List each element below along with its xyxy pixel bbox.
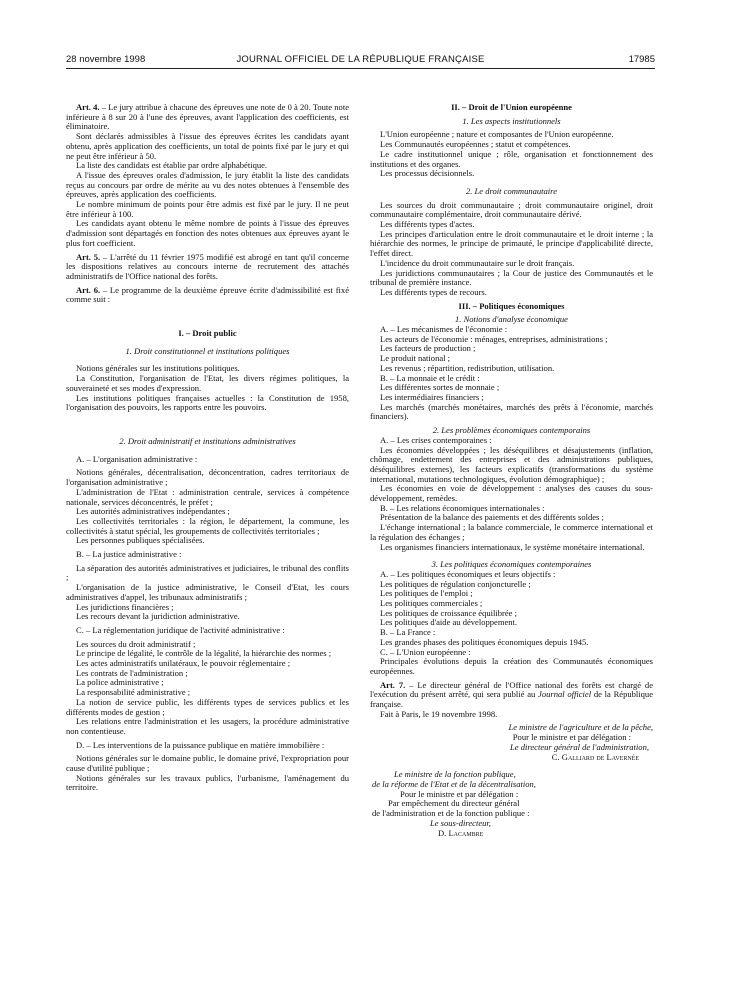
header-rule xyxy=(66,68,655,69)
s2-B3: Les juridictions financières ; xyxy=(76,601,174,612)
sig1-line1: Le ministre de l'agriculture et de la pêche, xyxy=(508,722,653,733)
art7-text-journal: Journal officiel xyxy=(538,689,592,700)
right-column xyxy=(370,103,653,838)
r1-line3: Le cadre institutionnel unique ; rôle, organisation et fonctionnement des institutions et des organes. xyxy=(370,148,653,169)
s2-C3: Les actes administratifs unilatéraux, le pouvoir réglementaire ; xyxy=(76,658,291,669)
r2-line2: Les différents types d'actes. xyxy=(380,219,475,230)
sig2-name: D. Lacambre xyxy=(438,827,484,838)
art4-label: Art. 4. xyxy=(76,102,100,112)
s2-C2: Le principe de légalité, le contrôle de la légalité, la hiérarchie des normes ; xyxy=(76,648,332,659)
s2-B1: La séparation des autorités administratives et judiciaires, le tribunal des conflits ; xyxy=(66,562,349,583)
art4-p6: Les candidats ayant obtenu le même nombre de points à l'issue des épreuves d'admission sont départagés en fonction des notes obtenues aux épreuves ayant le plus fort coefficient. xyxy=(66,218,349,248)
art4-p4: A l'issue des épreuves orales d'admission, le jury établit la liste des candidats reçus au concours par ordre de mérite au vu des notes obtenues à l'ensemble des épreuves, après application des coefficients. xyxy=(66,169,349,200)
art4-paragraph xyxy=(66,103,349,132)
header-date: 28 novembre 1998 xyxy=(66,54,146,65)
e1-title: 1. Notions d'analyse économique xyxy=(455,314,568,325)
art7-paragraph xyxy=(370,681,653,710)
art4-p2: Sont déclarés admissibles à l'issue des épreuves écrites les candidats ayant obtenu, après application des coefficients, un total de points fixé par le jury et qui ne peut être inférieur à 50. xyxy=(66,131,349,161)
section2-title: 2. Droit administratif et institutions administratives xyxy=(119,435,296,446)
e3-B: B. – La France : xyxy=(380,627,436,638)
e1-B: B. – La monnaie et le crédit : xyxy=(380,372,480,383)
r1-line1: L'Union européenne ; nature et composantes de l'Union européenne. xyxy=(380,129,614,140)
r1-title: 1. Les aspects institutionnels xyxy=(462,115,561,126)
header-title: JOURNAL OFFICIEL DE LA RÉPUBLIQUE FRANÇAISE xyxy=(236,54,485,65)
e1-A2: Les facteurs de production ; xyxy=(380,343,476,354)
e2-title: 2. Les problèmes économiques contemporains xyxy=(432,425,591,436)
art4-text: – Le jury attribue à chacune des épreuves une note de 0 à 20. Toute note inférieure à 8 sur 20 à l'une des épreuves, avant l'application des coefficients, est éliminatoire. xyxy=(66,102,349,132)
s2-C1: Les sources du droit administratif ; xyxy=(76,638,196,649)
e1-B1: Les différentes sortes de monnaie ; xyxy=(380,382,500,393)
s2-B4: Les recours devant la juridiction administrative. xyxy=(76,611,240,622)
s2-C8: Les relations entre l'administration et les usagers, la procédure administrative non contentieuse. xyxy=(66,716,349,736)
done-at: Fait à Paris, le 19 novembre 1998. xyxy=(380,708,498,719)
e3-A2: Les politiques de l'emploi ; xyxy=(380,588,473,599)
header-page-number: 17985 xyxy=(628,54,655,65)
s1-line2: La Constitution, l'organisation de l'Etat, les divers régimes politiques, la souveraineté et ses modes d'expression. xyxy=(66,373,349,393)
s2-A5: Les personnes publiques spécialisées. xyxy=(76,535,205,546)
part2-title: II. – Droit de l'Union européenne xyxy=(451,102,572,112)
s2-D1: Notions générales sur le domaine public, le domaine privé, l'expropriation pour cause d'utilité publique ; xyxy=(66,753,349,774)
r2-line6: Les différents types de recours. xyxy=(380,286,487,297)
e1-A4: Les revenus ; répartition, redistribution, utilisation. xyxy=(380,362,555,373)
art6-text: – Le programme de la deuxième épreuve écrite d'admissibilité est fixé comme suit : xyxy=(66,284,349,305)
e3-C1: Principales évolutions depuis la création des Communautés économiques européennes. xyxy=(370,656,653,676)
s2-B: B. – La justice administrative : xyxy=(76,549,182,560)
s2-C5: La police administrative ; xyxy=(76,677,164,688)
e1-B3: Les marchés (marchés monétaires, marchés des prêts à l'économie, marchés financiers). xyxy=(370,401,653,422)
r1-line4: Les processus décisionnels. xyxy=(380,168,475,179)
art5-text: – L'arrêté du 11 février 1975 modifié est abrogé en tant qu'il concerne les dispositions relatives au concours interne de recrutement des attachés administratifs de l'Office national des forêts. xyxy=(66,251,350,281)
art5-label: Art. 5. xyxy=(76,251,101,262)
e3-title: 3. Les politiques économiques contemporaines xyxy=(431,559,592,570)
e2-B: B. – Les relations économiques internationales : xyxy=(380,502,545,513)
s2-D2: Notions générales sur les travaux publics, l'urbanisme, l'aménagement du territoire. xyxy=(66,772,349,793)
s2-A4: Les collectivités territoriales : la région, le département, la commune, les collectivités à statut spécial, les groupements de collectivités territoriales ; xyxy=(66,515,349,536)
s2-A: A. – L'organisation administrative : xyxy=(76,453,198,464)
r2-line1: Les sources du droit communautaire ; droit communautaire originel, droit communautaire complémentaire, droit communautaire dérivé. xyxy=(370,199,653,220)
left-column xyxy=(66,103,349,793)
art7-text-a: – Le directeur général de l'Office national des forêts est chargé de l'exécution du présent arrêté, qui sera publié au xyxy=(370,679,654,700)
e3-C: C. – L'Union européenne : xyxy=(380,646,471,657)
e2-B1: Présentation de la balance des paiements et des différents soldes ; xyxy=(380,512,604,523)
sig2-line6: Le sous-directeur, xyxy=(430,817,491,828)
s2-A2: L'administration de l'Etat : administration centrale, services à compétence nationale, services déconcentrés, le préfet ; xyxy=(66,486,349,507)
e3-A4: Les politiques de croissance équilibrée ; xyxy=(380,607,517,618)
e2-B3: Les organismes financiers internationaux, le système monétaire international. xyxy=(380,541,645,552)
part1-title: I. – Droit public xyxy=(178,328,237,339)
part3-title: III. – Politiques économiques xyxy=(458,300,565,311)
section1-title: 1. Droit constitutionnel et institutions politiques xyxy=(125,345,290,356)
e1-A3: Le produit national ; xyxy=(380,353,451,364)
r2-line4: L'incidence du droit communautaire sur le droit français. xyxy=(380,257,575,268)
sig1-line3: Le directeur général de l'administration, xyxy=(510,741,649,752)
e1-A1: Les acteurs de l'économie : ménages, entreprises, administrations ; xyxy=(380,333,608,344)
sig2-line4: Par empêchement du directeur général xyxy=(388,798,520,809)
e2-B2: L'échange international ; la balance commerciale, le commerce international et la régulation des échanges ; xyxy=(370,522,653,542)
e3-B1: Les grandes phases des politiques économiques depuis 1945. xyxy=(380,636,589,647)
art5-paragraph xyxy=(66,253,349,282)
art6-paragraph xyxy=(66,286,349,305)
e3-A3: Les politiques commerciales ; xyxy=(380,598,483,609)
sig1-name: C. Galliard de Lavernée xyxy=(551,751,639,762)
s2-D: D. – Les interventions de la puissance publique en matière immobilière : xyxy=(76,739,325,750)
page-header xyxy=(66,54,655,68)
s2-C7: La notion de service public, les différents types de services publics et les différents modes de gestion ; xyxy=(66,696,349,717)
r2-line3: Les principes d'articulation entre le droit communautaire et le droit interne ; la hiérarchie des normes, le principe de primauté, le principe d'applicabilité directe, l'effet direct. xyxy=(370,228,653,259)
sig2-line2: de la réforme de l'Etat et de la décentralisation, xyxy=(372,779,536,789)
s1-line3: Les institutions politiques françaises actuelles : la Constitution de 1958, l'organisation des pouvoirs, les rapports entre les pouvoirs. xyxy=(66,392,349,413)
art7-text-c: de la République française. xyxy=(370,689,653,710)
sig2-line5: de l'administration et de la fonction publique : xyxy=(372,808,530,819)
e2-A1: Les économies développées ; les déséquilibres et désajustements (inflation, chômage, endettement des entreprises et des administrations publiques, déséquilibres externes), les facteurs explicatifs (transformations du système international, mutations technologiques, évolution démographique) ; xyxy=(370,444,653,484)
art6-label: Art. 6. xyxy=(76,284,101,295)
s2-A1: Notions générales, décentralisation, déconcentration, cadres territoriaux de l'organisation administrative ; xyxy=(66,467,349,488)
e3-A1: Les politiques de régulation conjoncturelle ; xyxy=(380,578,531,589)
s2-C4: Les contrats de l'administration ; xyxy=(76,667,188,678)
s1-line1: Notions générales sur les institutions politiques. xyxy=(76,363,240,374)
art4-p5: Le nombre minimum de points pour être admis est fixé par le jury. Il ne peut être inférieur à 100. xyxy=(66,199,349,219)
s2-A3: Les autorités administratives indépendantes ; xyxy=(76,506,230,517)
e3-A5: Les politiques d'aide au développement. xyxy=(380,617,518,628)
e1-A: A. – Les mécanismes de l'économie : xyxy=(380,324,508,335)
s2-C: C. – La réglementation juridique de l'activité administrative : xyxy=(76,624,285,635)
art4-p3: La liste des candidats est établie par ordre alphabétique. xyxy=(76,160,268,171)
s2-B2: L'organisation de la justice administrative, le Conseil d'Etat, les cours administratives d'appel, les tribunaux administratifs ; xyxy=(66,582,349,602)
sig2-line1: Le ministre de la fonction publique, xyxy=(394,769,516,780)
e3-A: A. – Les politiques économiques et leurs objectifs : xyxy=(380,568,556,579)
sig2-line3: Pour le ministre et par délégation : xyxy=(400,788,519,799)
r1-line2: Les Communautés européennes ; statut et compétences. xyxy=(380,139,571,150)
e2-A: A. – Les crises contemporaines : xyxy=(380,434,492,445)
r2-title: 2. Le droit communautaire xyxy=(465,185,557,196)
r2-line5: Les juridictions communautaires ; la Cour de justice des Communautés et le tribunal de première instance. xyxy=(370,267,653,288)
s2-C6: La responsabilité administrative ; xyxy=(76,687,191,698)
sig1-line2: Pour le ministre et par délégation : xyxy=(512,732,631,743)
art7-label: Art. 7. xyxy=(380,679,406,690)
e2-A2: Les économies en voie de développement : analyses des causes du sous-développement, remèdes. xyxy=(370,483,653,504)
e1-B2: Les intermédiaires financiers ; xyxy=(380,391,484,402)
